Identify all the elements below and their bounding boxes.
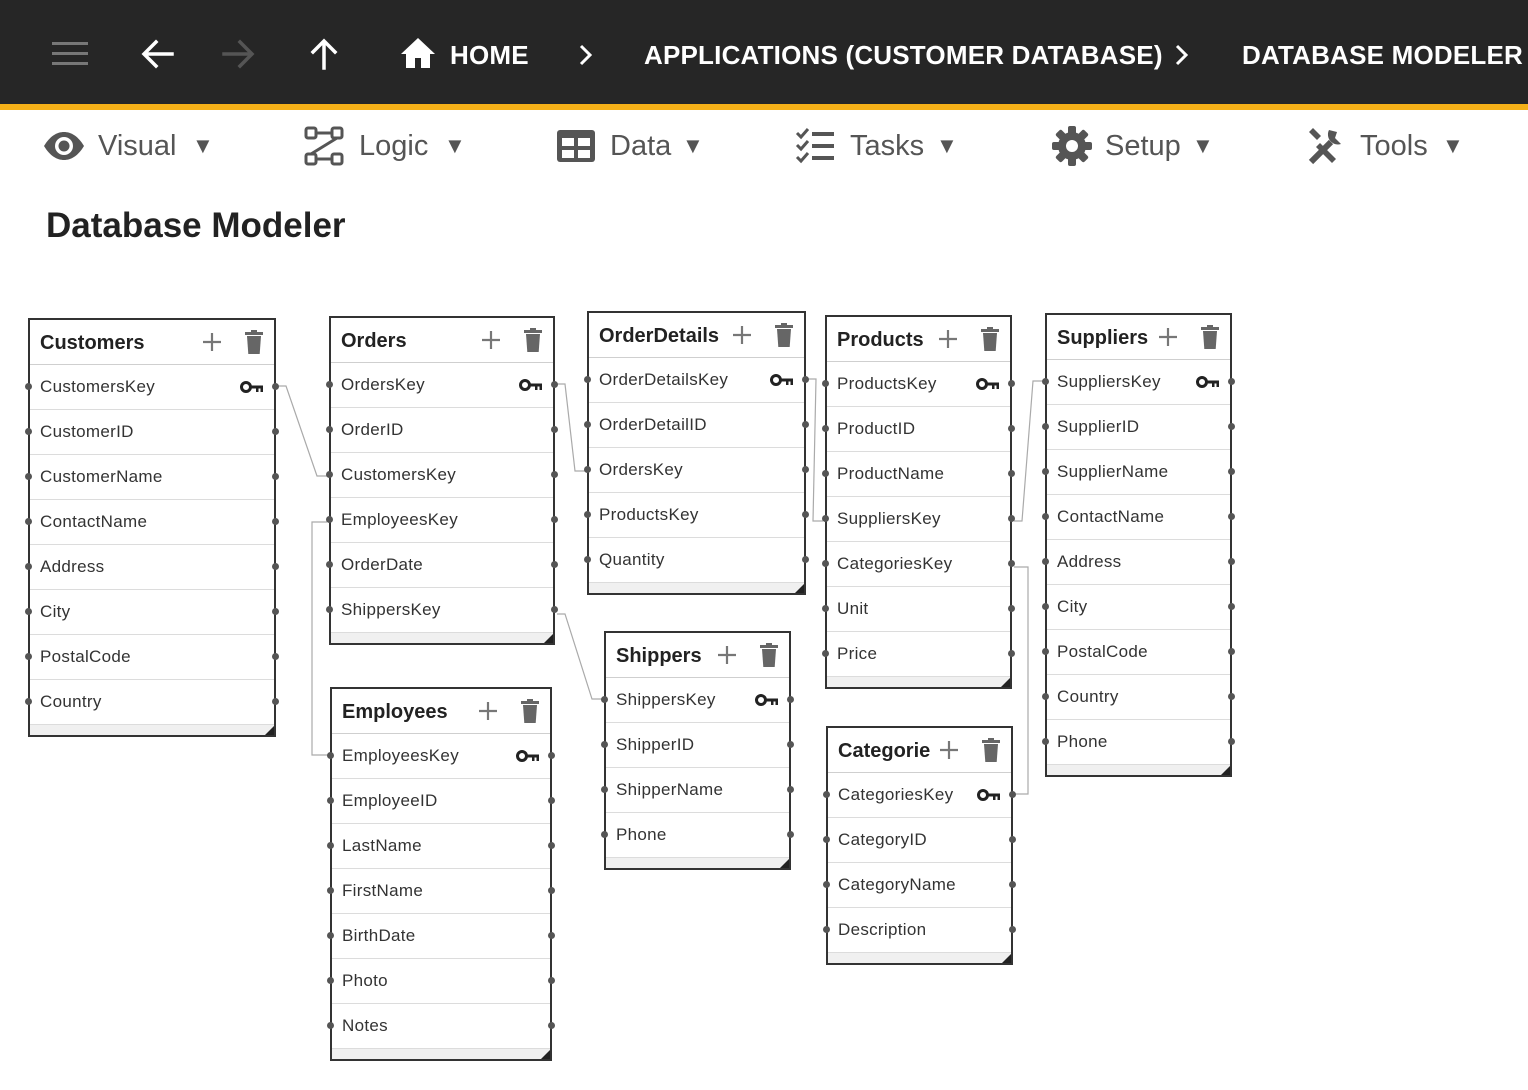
table-header[interactable] (1047, 315, 1230, 360)
table-orders[interactable] (329, 316, 555, 645)
connector-port-right[interactable] (548, 797, 555, 804)
table-name: Customers (40, 332, 145, 354)
field-name: Phone (616, 825, 667, 844)
connector-port-right[interactable] (551, 471, 558, 478)
connector-port-left[interactable] (822, 650, 829, 657)
connector-port-left[interactable] (1042, 648, 1049, 655)
trash-icon[interactable] (978, 326, 1002, 352)
table-footer (828, 953, 1011, 963)
connector-port-right[interactable] (548, 887, 555, 894)
field-name: SupplierName (1057, 462, 1169, 481)
key-icon (976, 377, 1000, 391)
connector-port-right[interactable] (272, 518, 279, 525)
connector-port-left[interactable] (584, 376, 591, 383)
table-suppliers[interactable] (1045, 313, 1232, 777)
connector-port-right[interactable] (551, 516, 558, 523)
connector-port-left[interactable] (327, 932, 334, 939)
connector-port-right[interactable] (548, 752, 555, 759)
table-name: Products (837, 329, 924, 351)
resize-handle[interactable] (1002, 954, 1011, 963)
connector-port-right[interactable] (802, 421, 809, 428)
connector-port-right[interactable] (548, 977, 555, 984)
table-row[interactable] (332, 869, 550, 914)
table-row[interactable] (1047, 360, 1230, 405)
field-name: ContactName (40, 512, 148, 531)
eye-icon (42, 124, 86, 168)
flow-icon (302, 124, 346, 168)
key-icon (977, 788, 1001, 802)
table-categorie[interactable] (826, 726, 1013, 965)
resize-handle[interactable] (265, 726, 274, 735)
table-row[interactable] (589, 538, 804, 583)
field-name: OrdersKey (599, 460, 683, 479)
table-row[interactable] (828, 818, 1011, 863)
table-row[interactable] (332, 1004, 550, 1049)
breadcrumb-home[interactable]: HOME (450, 40, 529, 70)
connector-port-left[interactable] (822, 560, 829, 567)
connector-port-right[interactable] (272, 608, 279, 615)
tools-icon (1305, 124, 1349, 168)
table-row[interactable] (827, 632, 1010, 677)
table-row[interactable] (30, 455, 274, 500)
plus-icon[interactable] (937, 738, 961, 762)
connector-port-left[interactable] (823, 926, 830, 933)
trash-icon[interactable] (979, 737, 1003, 763)
connector-port-right[interactable] (1009, 926, 1016, 933)
table-row[interactable] (589, 403, 804, 448)
field-name: CategoryID (838, 830, 927, 849)
field-name: CategoriesKey (838, 785, 954, 804)
hamburger-icon[interactable] (48, 32, 92, 76)
plus-icon[interactable] (200, 330, 224, 354)
trash-icon[interactable] (772, 322, 796, 348)
field-name: FirstName (342, 881, 424, 900)
table-row[interactable] (30, 365, 274, 410)
plus-icon[interactable] (936, 327, 960, 351)
field-name: Notes (342, 1016, 388, 1035)
connector-port-left[interactable] (327, 1022, 334, 1029)
field-name: Price (837, 644, 878, 663)
connector-port-right[interactable] (1228, 423, 1235, 430)
connector-port-right[interactable] (1228, 378, 1235, 385)
connector-port-left[interactable] (822, 425, 829, 432)
connector-port-right[interactable] (787, 786, 794, 793)
connector-port-right[interactable] (1009, 881, 1016, 888)
field-name: CategoriesKey (837, 554, 953, 573)
table-row[interactable] (1047, 630, 1230, 675)
table-row[interactable] (1047, 675, 1230, 720)
connector-port-left[interactable] (25, 383, 32, 390)
trash-icon[interactable] (518, 698, 542, 724)
key-icon (516, 749, 540, 763)
connector-port-right[interactable] (548, 1022, 555, 1029)
field-name: Address (40, 557, 105, 576)
table-row[interactable] (828, 908, 1011, 953)
chevron-right-icon (1168, 40, 1196, 70)
connector-port-left[interactable] (601, 831, 608, 838)
table-footer (331, 633, 553, 643)
connector-port-left[interactable] (326, 561, 333, 568)
table-row[interactable] (589, 493, 804, 538)
connector-port-left[interactable] (823, 791, 830, 798)
table-name: Orders (341, 330, 407, 352)
menu-tasks[interactable]: Tasks ▼ (794, 120, 964, 170)
table-header[interactable] (30, 320, 274, 365)
table-name: Categorie (838, 740, 931, 762)
table-row[interactable] (332, 914, 550, 959)
plus-icon[interactable] (479, 328, 503, 352)
arrow-right-icon[interactable] (216, 32, 260, 76)
field-name: PostalCode (1057, 642, 1148, 661)
connector-port-right[interactable] (551, 606, 558, 613)
connector-port-left[interactable] (584, 511, 591, 518)
connector-port-left[interactable] (327, 842, 334, 849)
table-header[interactable] (589, 313, 804, 358)
key-icon (1196, 375, 1220, 389)
connector-port-right[interactable] (1008, 605, 1015, 612)
field-name: EmployeeID (342, 791, 438, 810)
field-name: OrdersKey (341, 375, 425, 394)
connector-port-left[interactable] (25, 653, 32, 660)
connector-port-left[interactable] (1042, 513, 1049, 520)
table-row[interactable] (828, 773, 1011, 818)
table-icon (554, 124, 598, 168)
connector-port-left[interactable] (1042, 738, 1049, 745)
field-name: City (1057, 597, 1088, 616)
arrow-up-icon[interactable] (302, 32, 346, 76)
relationship-line[interactable] (557, 614, 602, 699)
connector-port-left[interactable] (601, 786, 608, 793)
connector-port-right[interactable] (1228, 468, 1235, 475)
connector-port-right[interactable] (1228, 738, 1235, 745)
field-name: CustomerID (40, 422, 134, 441)
table-row[interactable] (1047, 720, 1230, 765)
table-name: Suppliers (1057, 327, 1149, 349)
connector-port-right[interactable] (1009, 836, 1016, 843)
table-row[interactable] (827, 497, 1010, 542)
connector-port-right[interactable] (272, 698, 279, 705)
field-name: SuppliersKey (837, 509, 941, 528)
connector-port-left[interactable] (822, 470, 829, 477)
table-row[interactable] (30, 410, 274, 455)
resize-handle[interactable] (1001, 678, 1010, 687)
connector-port-left[interactable] (584, 556, 591, 563)
connector-port-right[interactable] (548, 932, 555, 939)
table-shippers[interactable] (604, 631, 791, 870)
modeler-canvas[interactable] (0, 290, 1528, 1090)
plus-icon[interactable] (730, 323, 754, 347)
connector-port-right[interactable] (802, 511, 809, 518)
field-name: Address (1057, 552, 1122, 571)
relationship-line[interactable] (312, 522, 328, 755)
table-customers[interactable] (28, 318, 276, 737)
connector-port-right[interactable] (1008, 425, 1015, 432)
resize-handle[interactable] (795, 584, 804, 593)
field-name: ProductsKey (837, 374, 937, 393)
connector-port-right[interactable] (272, 428, 279, 435)
relationship-line[interactable] (808, 379, 823, 521)
connector-port-left[interactable] (326, 516, 333, 523)
gear-icon (1050, 124, 1094, 168)
menu-tools[interactable]: Tools ▼ (1305, 120, 1470, 170)
menu-visual[interactable]: Visual ▼ (42, 120, 222, 170)
field-name: Photo (342, 971, 388, 990)
resize-handle[interactable] (1221, 766, 1230, 775)
table-row[interactable] (30, 590, 274, 635)
table-row[interactable] (331, 408, 553, 453)
menu-setup[interactable]: Setup ▼ (1050, 120, 1220, 170)
field-name: PostalCode (40, 647, 131, 666)
breadcrumb-database-modeler[interactable]: DATABASE MODELER (1242, 40, 1524, 70)
connector-port-left[interactable] (326, 471, 333, 478)
connector-port-right[interactable] (551, 561, 558, 568)
table-row[interactable] (827, 362, 1010, 407)
field-name: Description (838, 920, 927, 939)
connector-port-left[interactable] (327, 977, 334, 984)
connector-port-right[interactable] (272, 653, 279, 660)
key-icon (519, 378, 543, 392)
field-name: CustomersKey (40, 377, 156, 396)
connector-port-right[interactable] (1008, 560, 1015, 567)
table-row[interactable] (30, 680, 274, 725)
connector-port-right[interactable] (272, 473, 279, 480)
relationship-line[interactable] (278, 386, 327, 476)
table-row[interactable] (331, 363, 553, 408)
table-row[interactable] (30, 500, 274, 545)
table-row[interactable] (589, 358, 804, 403)
table-row[interactable] (827, 452, 1010, 497)
field-name: EmployeesKey (342, 746, 459, 765)
table-footer (30, 725, 274, 735)
page-title: Database Modeler (46, 206, 346, 245)
table-header[interactable] (827, 317, 1010, 362)
table-row[interactable] (606, 723, 789, 768)
table-row[interactable] (332, 824, 550, 869)
connector-port-left[interactable] (584, 421, 591, 428)
table-header[interactable] (331, 318, 553, 363)
field-name: EmployeesKey (341, 510, 458, 529)
connector-port-left[interactable] (327, 797, 334, 804)
field-name: OrderID (341, 420, 404, 439)
table-row[interactable] (1047, 585, 1230, 630)
connector-port-left[interactable] (822, 515, 829, 522)
table-row[interactable] (589, 448, 804, 493)
field-name: Country (40, 692, 102, 711)
field-name: Country (1057, 687, 1119, 706)
menu-logic[interactable]: Logic ▼ (302, 120, 472, 170)
connector-port-right[interactable] (1228, 513, 1235, 520)
connector-port-right[interactable] (1009, 791, 1016, 798)
field-name: ShippersKey (341, 600, 441, 619)
table-row[interactable] (606, 678, 789, 723)
table-footer (606, 858, 789, 868)
connector-port-left[interactable] (1042, 603, 1049, 610)
connector-port-right[interactable] (802, 376, 809, 383)
resize-handle[interactable] (780, 859, 789, 868)
table-row[interactable] (331, 588, 553, 633)
breadcrumb-applications[interactable]: APPLICATIONS (CUSTOMER DATABASE) (644, 40, 1163, 70)
table-row[interactable] (30, 635, 274, 680)
table-row[interactable] (332, 959, 550, 1004)
table-header[interactable] (606, 633, 789, 678)
connector-port-right[interactable] (787, 831, 794, 838)
table-name: OrderDetails (599, 325, 720, 347)
connector-port-right[interactable] (802, 466, 809, 473)
connector-port-right[interactable] (1228, 648, 1235, 655)
field-name: LastName (342, 836, 422, 855)
connector-port-right[interactable] (548, 842, 555, 849)
connector-port-right[interactable] (787, 741, 794, 748)
chevron-right-icon (572, 40, 600, 70)
table-row[interactable] (331, 543, 553, 588)
connector-port-left[interactable] (1042, 423, 1049, 430)
table-name: Shippers (616, 645, 702, 667)
connector-port-right[interactable] (272, 383, 279, 390)
connector-port-right[interactable] (1008, 380, 1015, 387)
table-row[interactable] (827, 407, 1010, 452)
connector-port-left[interactable] (326, 381, 333, 388)
table-orderdetails[interactable] (587, 311, 806, 595)
home-icon[interactable] (398, 32, 442, 76)
connector-port-right[interactable] (787, 696, 794, 703)
table-row[interactable] (1047, 495, 1230, 540)
key-icon (755, 693, 779, 707)
resize-handle[interactable] (544, 634, 553, 643)
table-header[interactable] (332, 689, 550, 734)
field-name: BirthDate (342, 926, 416, 945)
trash-icon[interactable] (1198, 324, 1222, 350)
table-employees[interactable] (330, 687, 552, 1061)
connector-port-left[interactable] (25, 608, 32, 615)
field-name: SuppliersKey (1057, 372, 1161, 391)
relationship-line[interactable] (557, 384, 585, 471)
table-row[interactable] (30, 545, 274, 590)
field-name: OrderDetailID (599, 415, 707, 434)
connector-port-left[interactable] (326, 606, 333, 613)
arrow-left-icon[interactable] (136, 32, 180, 76)
checklist-icon (794, 124, 838, 168)
table-row[interactable] (331, 453, 553, 498)
relationship-line[interactable] (1014, 567, 1028, 794)
connector-port-right[interactable] (1008, 515, 1015, 522)
connector-port-left[interactable] (1042, 693, 1049, 700)
table-footer (589, 583, 804, 593)
plus-icon[interactable] (476, 699, 500, 723)
trash-icon[interactable] (757, 642, 781, 668)
field-name: Quantity (599, 550, 665, 569)
table-footer (332, 1049, 550, 1059)
table-footer (1047, 765, 1230, 775)
field-name: ContactName (1057, 507, 1165, 526)
key-icon (770, 373, 794, 387)
field-name: ProductName (837, 464, 945, 483)
relationship-line[interactable] (1014, 381, 1043, 521)
table-row[interactable] (331, 498, 553, 543)
table-row[interactable] (827, 587, 1010, 632)
connector-port-left[interactable] (25, 518, 32, 525)
table-row[interactable] (1047, 405, 1230, 450)
table-row[interactable] (332, 734, 550, 779)
trash-icon[interactable] (521, 327, 545, 353)
connector-port-left[interactable] (326, 426, 333, 433)
table-row[interactable] (606, 768, 789, 813)
connector-port-left[interactable] (1042, 378, 1049, 385)
table-footer (827, 677, 1010, 687)
field-name: Phone (1057, 732, 1108, 751)
connector-port-left[interactable] (25, 698, 32, 705)
key-icon (240, 380, 264, 394)
table-products[interactable] (825, 315, 1012, 689)
connector-port-left[interactable] (1042, 468, 1049, 475)
top-navigation-bar (0, 0, 1528, 110)
field-name: ShippersKey (616, 690, 716, 709)
connector-port-left[interactable] (327, 887, 334, 894)
connector-port-right[interactable] (1228, 693, 1235, 700)
field-name: ShipperID (616, 735, 695, 754)
table-row[interactable] (828, 863, 1011, 908)
connector-port-right[interactable] (551, 426, 558, 433)
connector-port-right[interactable] (1008, 470, 1015, 477)
menu-data[interactable]: Data ▼ (554, 120, 714, 170)
connector-port-right[interactable] (272, 563, 279, 570)
connector-port-left[interactable] (601, 696, 608, 703)
connector-port-left[interactable] (823, 836, 830, 843)
plus-icon[interactable] (1156, 325, 1180, 349)
field-name: CustomersKey (341, 465, 457, 484)
field-name: OrderDate (341, 555, 424, 574)
resize-handle[interactable] (541, 1050, 550, 1059)
field-name: CustomerName (40, 467, 163, 486)
table-header[interactable] (828, 728, 1011, 773)
table-name: Employees (342, 701, 448, 723)
field-name: CategoryName (838, 875, 956, 894)
connector-port-left[interactable] (822, 380, 829, 387)
connector-port-left[interactable] (1042, 558, 1049, 565)
connector-port-left[interactable] (25, 428, 32, 435)
connector-port-left[interactable] (327, 752, 334, 759)
connector-port-left[interactable] (25, 563, 32, 570)
field-name: Unit (837, 599, 869, 618)
table-row[interactable] (332, 779, 550, 824)
connector-port-left[interactable] (601, 741, 608, 748)
field-name: ShipperName (616, 780, 724, 799)
field-name: ProductsKey (599, 505, 699, 524)
plus-icon[interactable] (715, 643, 739, 667)
table-row[interactable] (606, 813, 789, 858)
connector-port-left[interactable] (584, 466, 591, 473)
table-row[interactable] (827, 542, 1010, 587)
connector-port-left[interactable] (25, 473, 32, 480)
connector-port-left[interactable] (823, 881, 830, 888)
table-row[interactable] (1047, 540, 1230, 585)
connector-port-right[interactable] (1008, 650, 1015, 657)
connector-port-left[interactable] (822, 605, 829, 612)
connector-port-right[interactable] (1228, 558, 1235, 565)
connector-port-right[interactable] (551, 381, 558, 388)
connector-port-right[interactable] (802, 556, 809, 563)
table-row[interactable] (1047, 450, 1230, 495)
field-name: City (40, 602, 71, 621)
connector-port-right[interactable] (1228, 603, 1235, 610)
field-name: ProductID (837, 419, 916, 438)
field-name: OrderDetailsKey (599, 370, 729, 389)
field-name: SupplierID (1057, 417, 1140, 436)
trash-icon[interactable] (242, 329, 266, 355)
